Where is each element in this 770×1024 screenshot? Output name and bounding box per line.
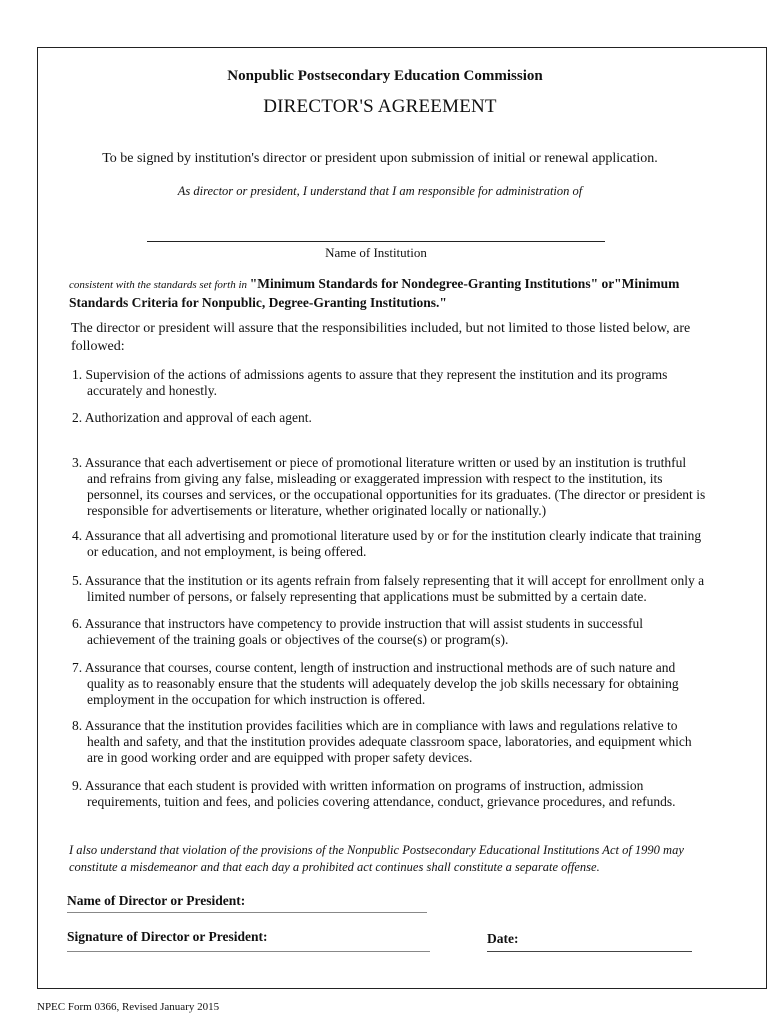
list-item: 4. Assurance that all advertising and promotional literature used by or for the institution clearly indicate that training or education, and not employment, is being offered. xyxy=(72,528,702,559)
standards-prefix: consistent with the standards set forth in xyxy=(69,279,250,291)
list-item: 5. Assurance that the institution or its agents refrain from falsely representing that it will accept for enrollment only a limited number of persons, or falsely representing that applications must be submitted by a certain date. xyxy=(72,573,705,604)
page-title: DIRECTOR'S AGREEMENT xyxy=(263,96,497,117)
list-item: 3. Assurance that each advertisement or piece of promotional literature written or used by an institution is truthful and refrains from giving any false, misleading or exaggerated impression with respect to the institution, its personnel, its courses and services, or the occupational opportunities for its graduates. (The director or president is responsible for advertisements or literature, whether originated locally or nationally.) xyxy=(72,455,706,518)
preamble: The director or president will assure that the responsibilities included, but not limited to those listed below, are followed: xyxy=(71,321,691,354)
list-item: 7. Assurance that courses, course content, length of instruction and instructional methods are of such nature and quality as to reasonably ensure that the students will adequately develop the job skills necessary for obtaining employment in the occupation for which instruction is offered. xyxy=(72,660,679,707)
director-signature-field[interactable] xyxy=(67,951,430,952)
director-name-field[interactable] xyxy=(67,912,427,913)
standards-paragraph xyxy=(69,275,709,312)
date-label: Date: xyxy=(487,931,519,946)
list-item: 1. Supervision of the actions of admissions agents to assure that they represent the institution and its programs accurately and honestly. xyxy=(72,367,668,398)
list-item: 8. Assurance that the institution provides facilities which are in compliance with laws and regulations relative to health and safety, and that the institution provides adequate classroom space, laboratories, and equipment which are in good working order and are equipped with proper safety devices. xyxy=(72,718,692,765)
legal-warning: I also understand that violation of the provisions of the Nonpublic Postsecondary Educational Institutions Act of 1990 may constitute a misdemeanor and that each day a prohibited act continues shall constitute a separate offense. xyxy=(69,843,684,874)
standards-text: "Minimum Standards for Nondegree-Granting Institutions" or"Minimum Standards Criteria for Nonpublic, Degree-Granting Institutions." xyxy=(69,276,680,310)
list-item: 9. Assurance that each student is provided with written information on programs of instruction, admission requirements, tuition and fees, and policies covering attendance, conduct, grievance procedures, and refunds. xyxy=(72,778,676,809)
commission-name: Nonpublic Postsecondary Education Commission xyxy=(227,68,543,84)
list-item: 6. Assurance that instructors have competency to provide instruction that will assist students in successful achievement of the training goals or objectives of the course(s) or program(s). xyxy=(72,616,644,647)
date-field[interactable] xyxy=(487,951,692,952)
director-signature-label: Signature of Director or President: xyxy=(67,929,268,944)
list-item: 2. Authorization and approval of each agent. xyxy=(72,410,312,425)
institution-name-label: Name of Institution xyxy=(325,245,427,260)
intro-statement: As director or president, I understand that I am responsible for administration of xyxy=(177,184,583,198)
institution-name-field[interactable] xyxy=(147,241,605,242)
director-name-label: Name of Director or President: xyxy=(67,893,246,908)
intro-instruction: To be signed by institution's director or president upon submission of initial or renewal application. xyxy=(102,151,658,166)
form-footer: NPEC Form 0366, Revised January 2015 xyxy=(37,1001,220,1013)
